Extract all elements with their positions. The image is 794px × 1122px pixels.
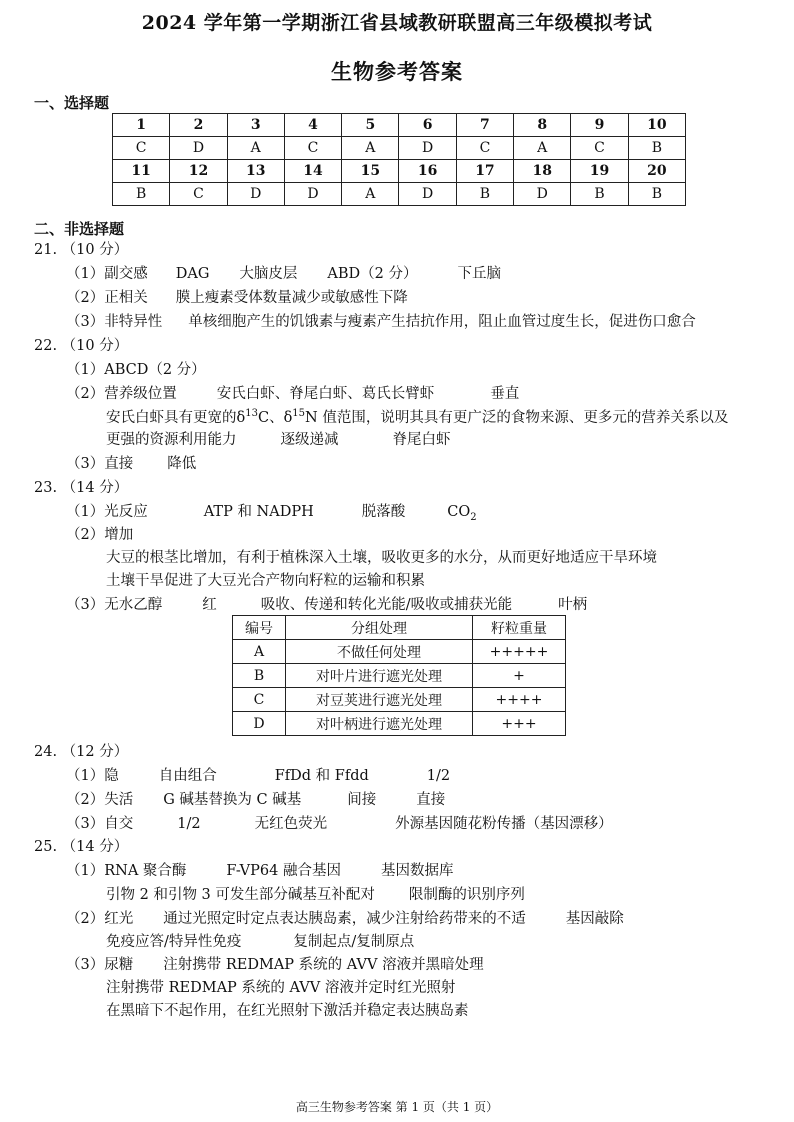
table-row [113,114,686,137]
table-cell: 12 [170,160,227,183]
table-header: 分组处理 [286,616,473,640]
q23-p1-c-sub: 2 [470,511,477,523]
q23-heading: 23. （14 分） [34,480,129,496]
q22-p3-a: 降低 [167,456,197,472]
q24-part1 [66,766,450,786]
q23-p1-c: CO [447,504,471,520]
table-cell: B [628,183,685,206]
table-row [113,137,686,160]
q25-part2 [66,909,624,929]
q25-p2-label: （2）红光 [66,911,134,927]
q25-p1-label: （1）RNA 聚合酶 [66,863,187,879]
section-nonchoice-heading: 二、非选择题 [34,220,125,238]
q22-p2-text1: 安氏白虾具有更宽的δ [106,410,246,426]
table-cell: D [170,137,227,160]
table-header-row [233,616,566,640]
table-row [113,183,686,206]
q25-p3-label: （3）尿糖 [66,957,134,973]
q22-p2-text2: C、δ [257,410,293,426]
section-choice-heading: 一、选择题 [34,94,110,112]
q25-part3-b: 注射携带 REDMAP 系统的 AVV 溶液并定时红光照射 [106,980,456,996]
subject-title: 生物参考答案 [331,59,463,84]
q21-p1-c: ABD（2 分） [327,266,418,282]
table-cell: B [113,183,170,206]
q23-p3-b: 吸收、传递和转化光能/吸收或捕获光能 [260,597,513,613]
table-header: 籽粒重量 [473,616,566,640]
q23-p3-a: 红 [202,597,217,613]
q25-part2-cont [106,932,414,952]
table-cell: + [473,664,566,688]
table-cell: 对豆荚进行遮光处理 [286,688,473,712]
q22-p2-sup1: 13 [245,408,258,420]
q25-heading: 25. （14 分） [34,839,129,855]
q22-part2-cont [106,430,451,450]
table-cell: 3 [227,114,284,137]
table-cell: D [514,183,571,206]
q24-p1-a: 自由组合 [158,768,217,784]
q24-p2-b: 间接 [347,792,377,808]
q22-part3 [66,454,196,474]
q24-p3-a: 1/2 [177,816,201,832]
q22-p2-a: 安氏白虾、脊尾白虾、葛氏长臂虾 [216,386,435,402]
table-cell: 9 [571,114,628,137]
table-cell: D [399,137,456,160]
table-cell: 19 [571,160,628,183]
table-cell: A [227,137,284,160]
q21-part2 [66,288,408,308]
table-header: 编号 [233,616,286,640]
q24-p2-a: G 碱基替换为 C 碱基 [163,792,302,808]
table-cell: 8 [514,114,571,137]
table-cell: A [342,183,399,206]
q22-p2-d: 更强的资源利用能力 [106,432,237,448]
table-cell: +++ [473,712,566,736]
table-cell: C [113,137,170,160]
q23-p3-c: 叶柄 [558,597,588,613]
table-cell: D [399,183,456,206]
q22-p3-label: （3）直接 [66,456,134,472]
q24-part3 [66,814,613,834]
q24-p1-b: FfDd 和 Ffdd [274,768,369,784]
table-cell: +++++ [473,640,566,664]
table-cell: 不做任何处理 [286,640,473,664]
table-cell: 6 [399,114,456,137]
q25-part1 [66,861,453,881]
q22-p2-sup2: 15 [292,408,306,420]
table-cell: B [628,137,685,160]
table-cell: ++++ [473,688,566,712]
table-cell: A [233,640,286,664]
table-cell: C [456,137,513,160]
q24-p2-c: 直接 [416,792,446,808]
q24-p3-b: 无红色荧光 [254,816,328,832]
q21-p3-a: 单核细胞产生的饥饿素与瘦素产生拮抗作用，阻止血管过度生长，促进伤口愈合 [188,314,696,330]
q23-part2-b: 土壤干旱促进了大豆光合产物向籽粒的运输和积累 [106,573,425,589]
table-cell: 对叶柄进行遮光处理 [286,712,473,736]
table-cell: 17 [456,160,513,183]
q22-p2-text3: N 值范围，说明其具有更广泛的食物来源、更多元的营养关系以及 [305,410,729,426]
page-footer: 高三生物参考答案 第 1 页（共 1 页） [295,1100,499,1114]
table-cell: B [456,183,513,206]
q22-part1: （1）ABCD（2 分） [66,362,206,378]
table-cell: 2 [170,114,227,137]
table-cell: 13 [227,160,284,183]
table-cell: 16 [399,160,456,183]
q21-p3-label: （3）非特异性 [66,314,163,330]
q25-p3-a: 注射携带 REDMAP 系统的 AVV 溶液并黑暗处理 [163,957,484,973]
q24-p3-c: 外源基因随花粉传播（基因漂移） [395,816,613,832]
q25-p1-b: 基因数据库 [380,863,454,879]
q24-p2-label: （2）失活 [66,792,134,808]
q22-heading: 22. （10 分） [34,338,129,354]
q25-part1-cont [106,885,525,905]
q23-part2-a: 大豆的根茎比增加，有利于植株深入土壤，吸收更多的水分，从而更好地适应干旱环境 [106,550,657,566]
q21-p1-b: 大脑皮层 [239,266,298,282]
table-row [233,640,566,664]
q25-part3 [66,955,484,975]
q22-p2-f: 脊尾白虾 [392,432,451,448]
table-cell: 4 [284,114,341,137]
table-cell: 18 [514,160,571,183]
table-cell: D [284,183,341,206]
q24-p3-label: （3）自交 [66,816,134,832]
table-row [233,688,566,712]
q24-p1-label: （1）隐 [66,768,119,784]
q23-p1-label: （1）光反应 [66,504,148,520]
q22-p2-e: 逐级递减 [280,432,339,448]
q22-p2-label: （2）营养级位置 [66,386,177,402]
q23-part2: （2）增加 [66,527,134,543]
q25-part3-c: 在黑暗下不起作用，在红光照射下激活并稳定表达胰岛素 [106,1003,469,1019]
table-cell: C [233,688,286,712]
q21-part1 [66,264,501,284]
q25-p2-a: 通过光照定时定点表达胰岛素，减少注射给药带来的不适 [163,911,526,927]
q25-p2-b: 基因敲除 [565,911,624,927]
table-cell: A [514,137,571,160]
q25-p1-a: F-VP64 融合基因 [226,863,341,879]
table-cell: B [571,183,628,206]
table-cell: C [170,183,227,206]
experiment-table [232,615,566,736]
q23-part1 [66,502,477,522]
q22-part2-explain [106,408,728,428]
table-row [233,664,566,688]
answer-table [112,113,686,206]
table-cell: C [284,137,341,160]
table-cell: 对叶片进行遮光处理 [286,664,473,688]
q23-part3 [66,595,587,615]
table-cell: 14 [284,160,341,183]
table-cell: C [571,137,628,160]
table-row [113,160,686,183]
q21-p2-a: 膜上瘦素受体数量减少或敏感性下降 [175,290,408,306]
q21-p1-label: （1）副交感 [66,266,148,282]
q23-p1-b: 脱落酸 [361,504,406,520]
q25-p1-d: 限制酶的识别序列 [408,887,525,903]
table-cell: B [233,664,286,688]
table-cell: 1 [113,114,170,137]
q21-p2-label: （2）正相关 [66,290,148,306]
table-row [233,712,566,736]
q21-part3 [66,312,696,332]
q24-p1-c: 1/2 [426,768,451,784]
table-cell: 5 [342,114,399,137]
q25-p1-c: 引物 2 和引物 3 可发生部分碱基互补配对 [106,887,375,903]
q21-p1-d: 下丘脑 [457,266,502,282]
page-title: 2024 学年第一学期浙江省县域教研联盟高三年级模拟考试 [141,12,653,34]
q24-part2 [66,790,445,810]
table-cell: 7 [456,114,513,137]
table-cell: D [233,712,286,736]
table-cell: D [227,183,284,206]
q21-p1-a: DAG [175,266,210,282]
table-cell: 11 [113,160,170,183]
q24-heading: 24. （12 分） [34,744,129,760]
q23-p1-a: ATP 和 NADPH [203,504,314,520]
q21-heading: 21. （10 分） [34,242,129,258]
table-cell: 20 [628,160,685,183]
table-cell: 15 [342,160,399,183]
table-cell: A [342,137,399,160]
q25-p2-d: 复制起点/复制原点 [293,934,415,950]
table-cell: 10 [628,114,685,137]
q23-p3-label: （3）无水乙醇 [66,597,163,613]
q22-part2 [66,384,519,404]
q22-p2-b: 垂直 [490,386,520,402]
q25-p2-c: 免疫应答/特异性免疫 [106,934,242,950]
